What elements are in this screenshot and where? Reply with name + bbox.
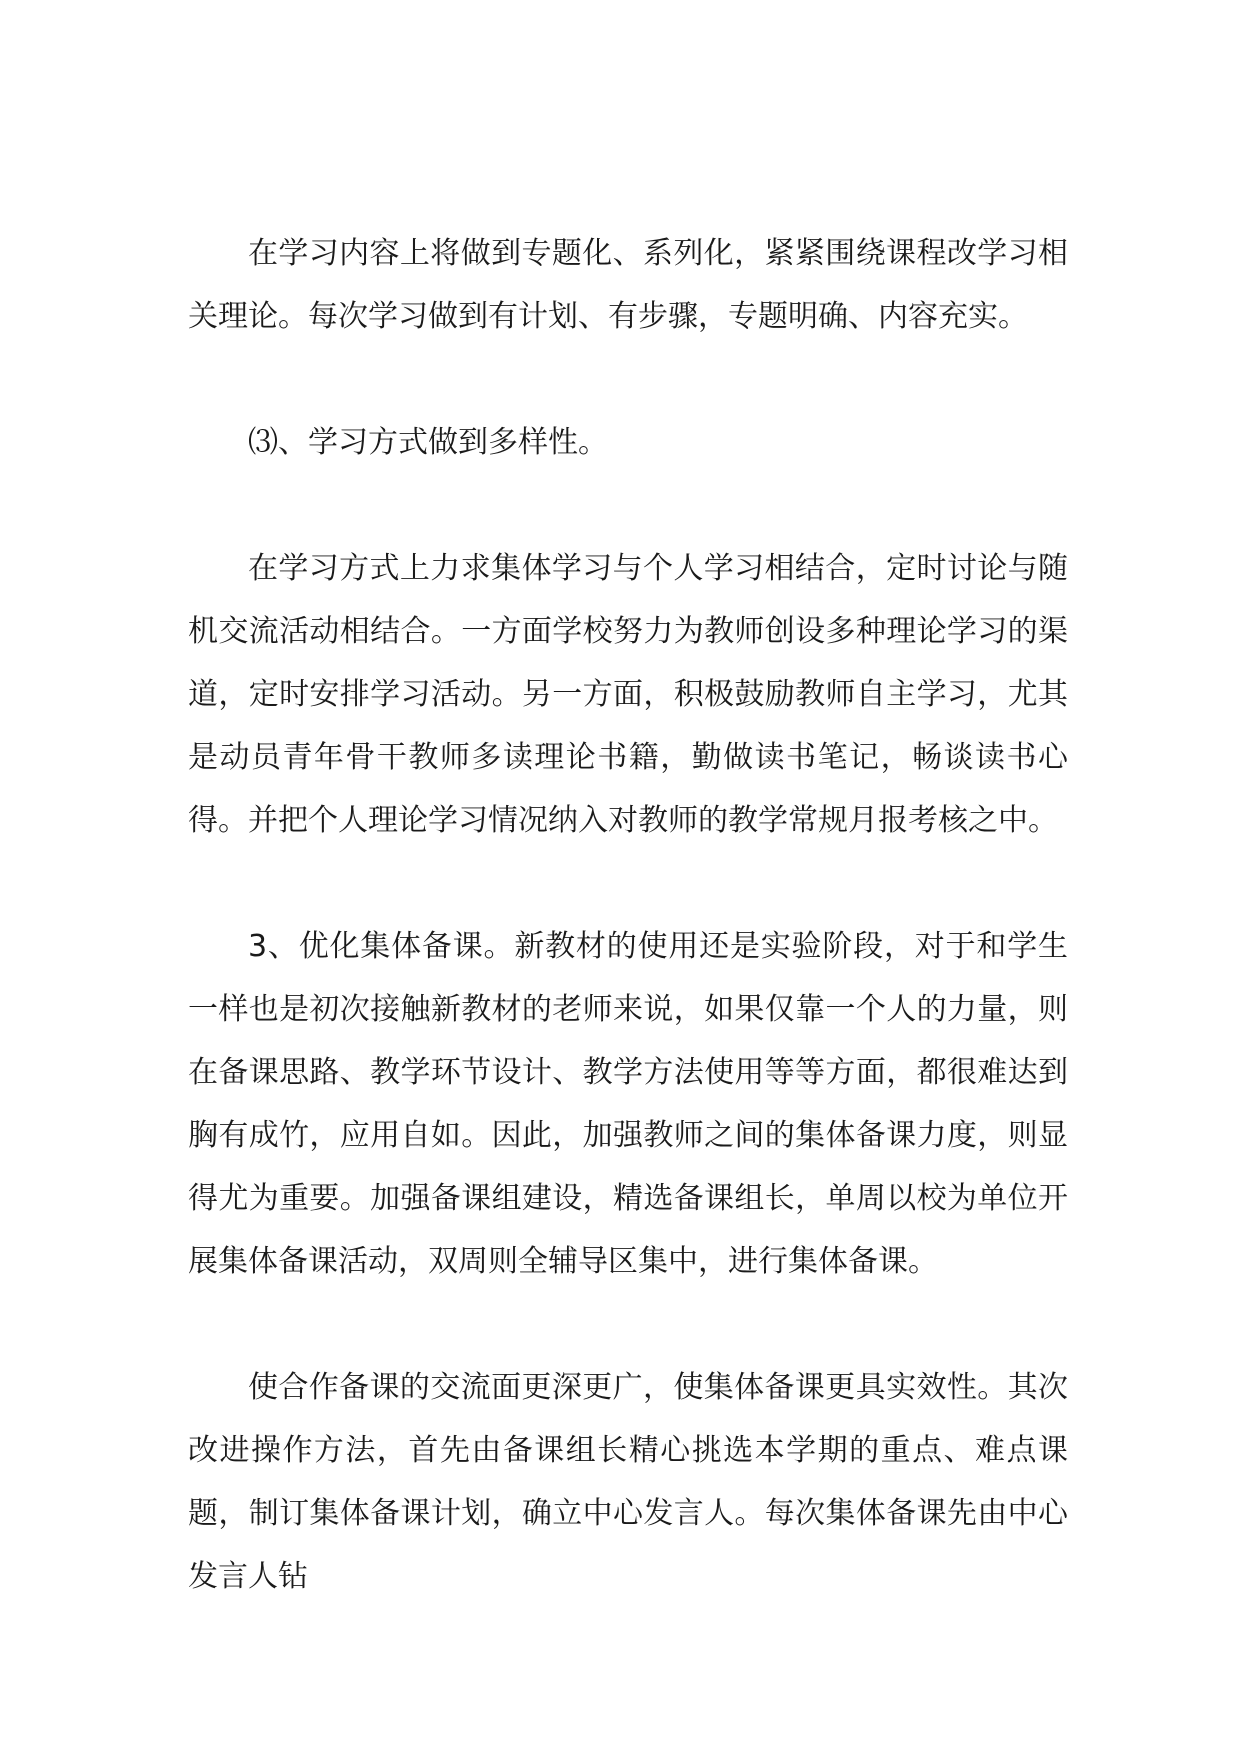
paragraph-cooperative-prep: 使合作备课的交流面更深更广，使集体备课更具实效性。其次改进操作方法，首先由备课组长精心挑选本学期的重点、难点课题，制订集体备课计划，确立中心发言人。每次集体备课先由中心发言人钻 <box>188 1370 1068 1594</box>
paragraph-study-content: 在学习内容上将做到专题化、系列化，紧紧围绕课程改学习相关理论。每次学习做到有计划、有步骤，专题明确、内容充实。 <box>188 236 1068 334</box>
document-body <box>188 222 1068 1608</box>
paragraph-study-method: 在学习方式上力求集体学习与个人学习相结合，定时讨论与随机交流活动相结合。一方面学校努力为教师创设多种理论学习的渠道，定时安排学习活动。另一方面，积极鼓励教师自主学习，尤其是动员青年骨干教师多读理论书籍，勤做读书笔记，畅谈读书心得。并把个人理论学习情况纳入对教师的教学常规月报考核之中。 <box>188 551 1068 838</box>
paragraph-study-method-heading: ⑶、学习方式做到多样性。 <box>248 425 608 460</box>
paragraph-collective-lesson-prep: 3、优化集体备课。新教材的使用还是实验阶段，对于和学生一样也是初次接触新教材的老师来说，如果仅靠一个人的力量，则在备课思路、教学环节设计、教学方法使用等等方面，都很难达到胸有成竹，应用自如。因此，加强教师之间的集体备课力度，则显得尤为重要。加强备课组建设，精选备课组长，单周以校为单位开展集体备课活动，双周则全辅导区集中，进行集体备课。 <box>188 929 1068 1279</box>
